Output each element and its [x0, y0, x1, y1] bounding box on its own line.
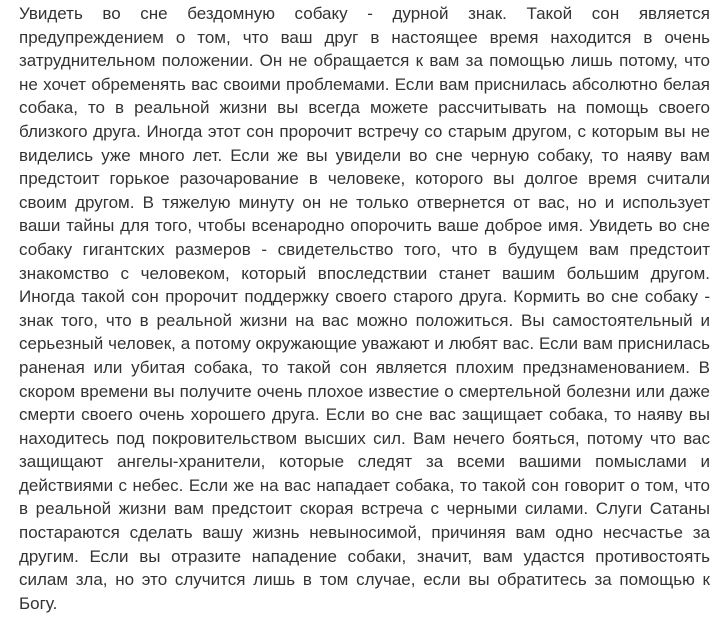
body-paragraph: Увидеть во сне бездомную собаку - дурной знак. Такой сон является предупреждением о том, что ваш друг в настоящее время находится в очень затруднительном положении. Он не обращается к вам за помощью лишь потому, что не хочет обременять вас своими проблемами. Если вам приснилась абсолютно белая собака, то в реальной жизни вы всегда можете рассчитывать на помощь своего близкого друга. Иногда этот сон пророчит встречу со старым другом, с которым вы не виделись уже много лет. Если же вы увидели во сне черную собаку, то наяву вам предстоит горькое разочарование в человеке, которого вы долгое время считали своим другом. В тяжелую минуту он не только отвернется от вас, но и использует ваши тайны для того, чтобы всенародно опорочить ваше доброе имя. Увидеть во сне собаку гигантских размеров - свидетельство того, что в будущем вам предстоит знакомство с человеком, который впоследствии станет вашим большим другом. Иногда такой сон пророчит поддержку своего старого друга. Кормить во сне собаку - знак того, что в реальной жизни на вас можно положиться. Вы самостоятельный и серьезный человек, а потому окружающие уважают и любят вас. Если вам приснилась раненая или убитая собака, то такой сон является плохим предзнаменованием. В скором времени вы получите очень плохое известие о смертельной болезни или даже смерти своего очень хорошего друга. Если во сне вас защищает собака, то наяву вы находитесь под покровительством высших сил. Вам нечего бояться, потому что вас защищают ангелы-хранители, которые следят за всеми вашими помыслами и действиями с небес. Если же на вас нападает собака, то такой сон говорит о том, что в реальной жизни вам предстоит скорая встреча с черными силами. Слуги Сатаны постараются сделать вашу жизнь невыносимой, причиняя вам одно несчастье за другим. Если вы отразите нападение собаки, значит, вам удастся противостоять силам зла, но это случится лишь в том случае, если вы обратитесь за помощью к Богу. — [19, 4, 710, 613]
